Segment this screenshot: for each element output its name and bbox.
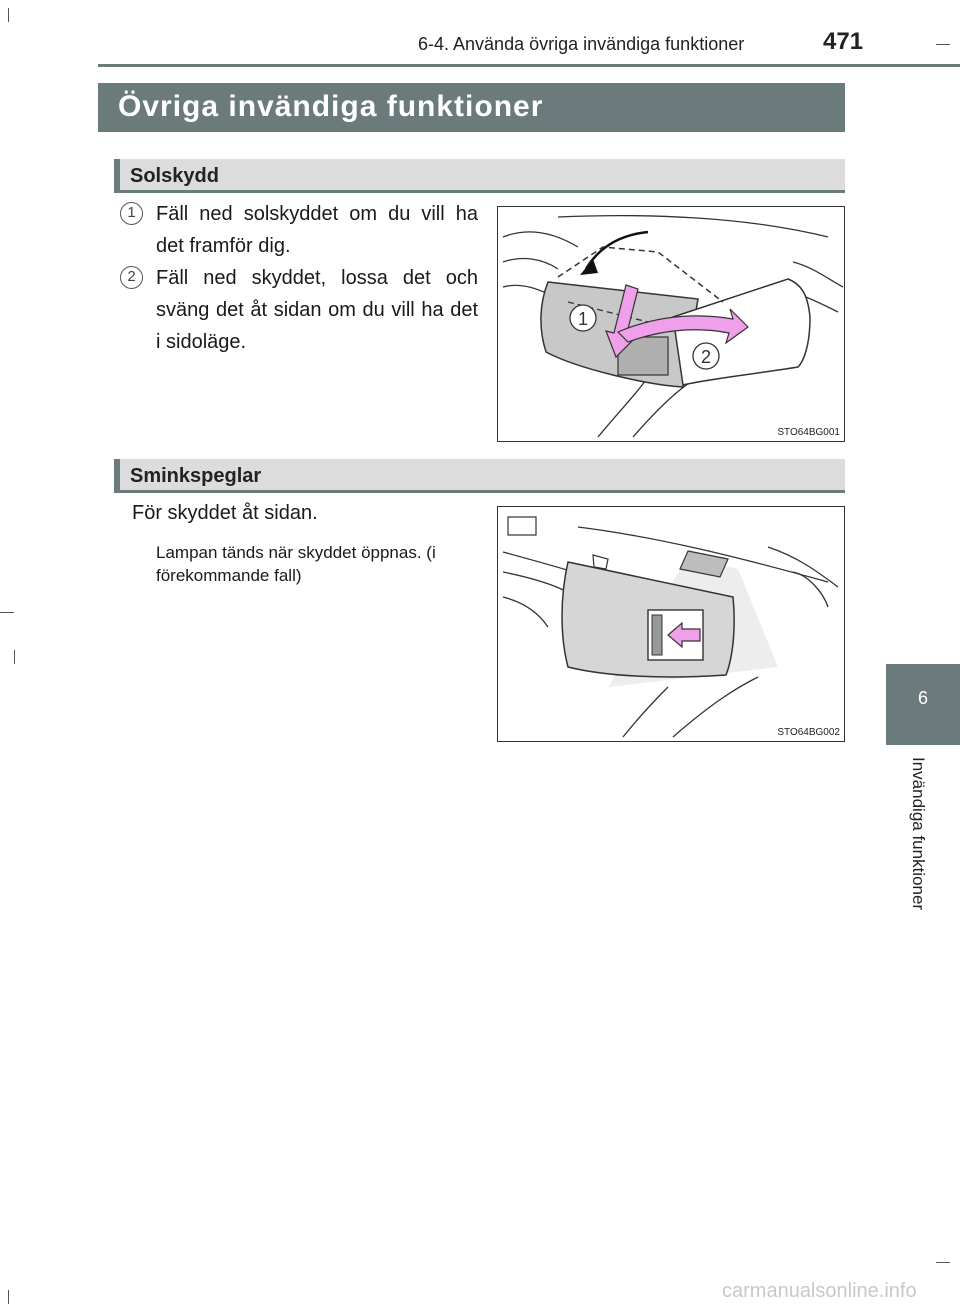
step-text: Fäll ned solskyddet om du vill ha det framför dig. xyxy=(156,203,478,257)
crop-mark xyxy=(8,8,9,22)
section-accent xyxy=(114,459,120,490)
vanity-mirror-illustration xyxy=(497,506,845,742)
body-text: För skyddet åt sidan. xyxy=(132,502,318,524)
chapter-tab-number: 6 xyxy=(917,688,928,708)
step-2 xyxy=(120,262,478,358)
note-text: Lampan tänds när skyddet öppnas. (i förekommande fall) xyxy=(156,543,436,585)
step-text: Fäll ned skyddet, lossa det och sväng det åt sidan om du vill ha det i sidoläge. xyxy=(156,267,478,353)
figure-code: STO64BG002 xyxy=(777,727,840,738)
sun-visor-illustration xyxy=(497,206,845,442)
step-number-badge: 2 xyxy=(120,266,143,289)
header-rule xyxy=(98,64,960,67)
section-title: Solskydd xyxy=(130,165,219,187)
crop-mark xyxy=(14,650,15,664)
running-header-title: 6-4. Använda övriga invändiga funktioner xyxy=(418,34,745,54)
crop-mark xyxy=(936,44,950,45)
callout-1: 1 xyxy=(577,309,589,329)
callout-2: 2 xyxy=(700,347,712,367)
chapter-tab-label: Invändiga funktioner xyxy=(909,757,928,911)
watermark: carmanualsonline.info xyxy=(722,1280,917,1302)
section-title: Sminkspeglar xyxy=(130,465,262,487)
crop-mark xyxy=(8,1290,9,1304)
step-1 xyxy=(120,198,478,262)
section-accent xyxy=(114,159,120,190)
sun-visor-drawing xyxy=(498,207,845,442)
section-heading-sminkspeglar xyxy=(114,459,845,493)
crop-mark xyxy=(936,1262,950,1263)
vanity-mirror-drawing xyxy=(498,507,845,742)
step-number-badge: 1 xyxy=(120,202,143,225)
figure-code: STO64BG001 xyxy=(777,427,840,438)
page-number: 471 xyxy=(823,28,864,55)
chapter-title: Övriga invändiga funktioner xyxy=(118,90,544,123)
crop-mark xyxy=(0,612,14,613)
chapter-tab xyxy=(886,664,960,745)
chapter-banner xyxy=(98,83,845,132)
section-heading-solskydd xyxy=(114,159,845,193)
